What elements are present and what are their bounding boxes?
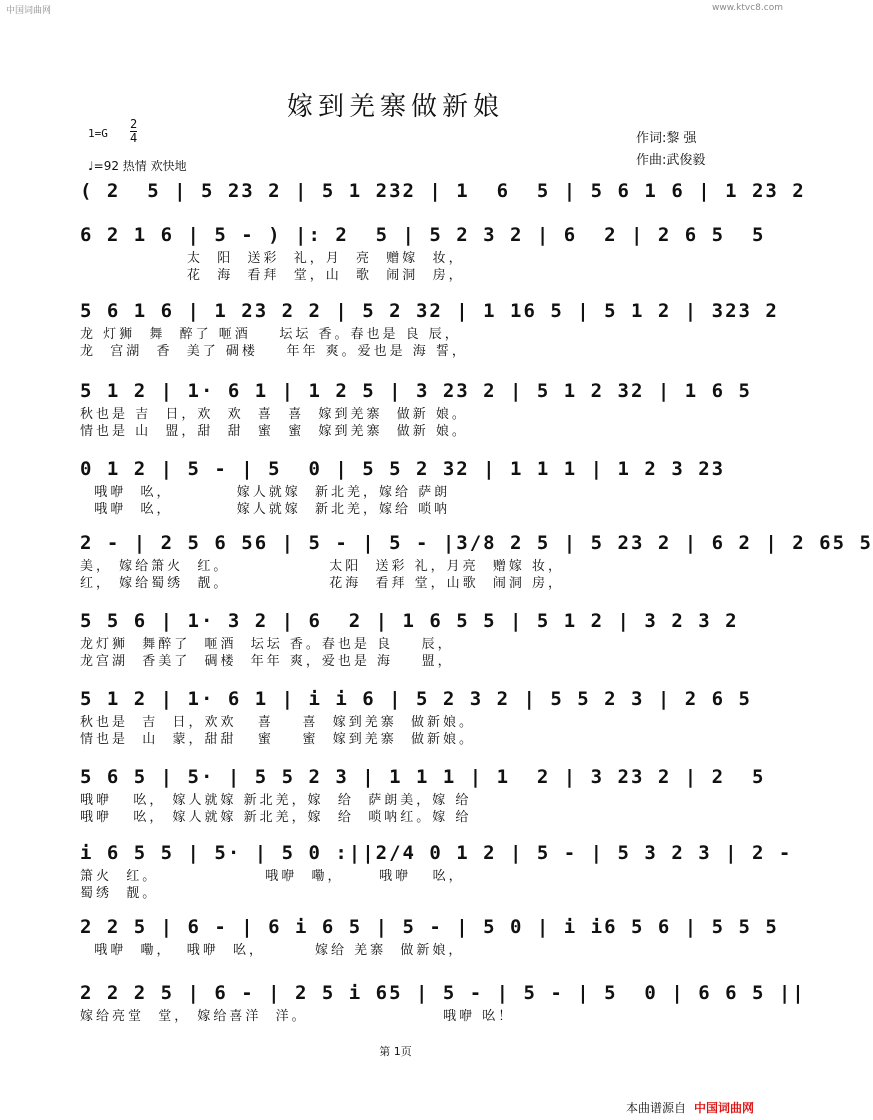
score-row-9-notes: 5 6 5 | 5· | 5 5 2 3 | 1 1 1 | 1 2 | 3 23 2 | 2 5 (80, 766, 766, 788)
watermark-left: 中国词曲网 (6, 6, 52, 16)
score-row-6-lyric-1: 美， 嫁给箫火 红。 太阳 送彩 礼，月亮 赠嫁 妆， (80, 559, 565, 574)
score-row-4-lyric-1: 秋也是 吉 日，欢 欢 喜 喜 嫁到羌寨 做新 娘。 (80, 407, 468, 422)
score-row-3-lyric-1: 龙 灯狮 舞 醉了 咂酒 坛坛 香。春也是 良 辰， (80, 327, 461, 342)
score-row-7-lyric-2: 龙宫湖 香美了 碉楼 年年 爽，爱也是 海 盟， (80, 654, 454, 669)
time-signature-bottom: 4 (130, 131, 138, 145)
time-signature-top: 2 (130, 117, 138, 131)
score-row-11-notes: 2 2 5 | 6 - | 6 i 6 5 | 5 - | 5 0 | i i6 5 6 | 5 5 5 (80, 916, 779, 938)
key-signature: 1=G (88, 127, 108, 140)
score-row-9-lyric-2: 哦咿 吆， 嫁人就嫁 新北羌，嫁 给 唢呐红。嫁 给 (80, 810, 472, 825)
score-row-10-lyric-2: 蜀绣 靓。 (80, 886, 159, 901)
score-row-3-lyric-2: 龙 宫湖 香 美了 碉楼 年年 爽。爱也是 海 誓， (80, 344, 468, 359)
score-row-2-lyric-2: 花 海 看拜 堂，山 歌 闹洞 房， (80, 268, 465, 283)
score-row-9-lyric-1: 哦咿 吆， 嫁人就嫁 新北羌，嫁 给 萨朗美，嫁 给 (80, 793, 472, 808)
composer-credit: 作曲:武俊毅 (636, 153, 706, 168)
score-row-2-lyric-1: 太 阳 送彩 礼，月 亮 赠嫁 妆， (80, 251, 465, 266)
tempo-marking: ♩=92 热情 欢快地 (88, 159, 187, 173)
score-row-8-lyric-2: 情也是 山 蒙，甜甜 蜜 蜜 嫁到羌寨 做新娘。 (80, 732, 475, 747)
score-row-10-lyric-1: 箫火 红。 哦咿 嘞， 哦咿 吆， (80, 869, 465, 884)
watermark-right: www.ktvc8.com (712, 3, 783, 13)
score-row-1-notes: ( 2 5 | 5 23 2 | 5 1 232 | 1 6 5 | 5 6 1 6 | 1 23 2 (80, 180, 806, 202)
score-row-5-lyric-2: 哦咿 吆， 嫁人就嫁 新北羌，嫁给 唢呐 (80, 502, 451, 517)
song-title: 嫁到羌寨做新娘 (286, 92, 504, 122)
score-row-12-lyric-1: 嫁给亮堂 堂， 嫁给喜洋 洋。 哦咿 吆！ (80, 1009, 515, 1024)
source-label: 本曲谱源自 (626, 1101, 687, 1115)
score-row-8-lyric-1: 秋也是 吉 日，欢欢 喜 喜 嫁到羌寨 做新娘。 (80, 715, 475, 730)
score-row-8-notes: 5 1 2 | 1· 6 1 | i i 6 | 5 2 3 2 | 5 5 2 3 | 2 6 5 (80, 688, 752, 710)
score-row-4-lyric-2: 情也是 山 盟，甜 甜 蜜 蜜 嫁到羌寨 做新 娘。 (80, 424, 468, 439)
score-row-6-lyric-2: 红， 嫁给蜀绣 靓。 花海 看拜 堂，山歌 闹洞 房， (80, 576, 565, 591)
lyricist-credit: 作词:黎 强 (636, 131, 697, 146)
source-brand: 中国词曲网 (694, 1101, 755, 1115)
score-row-10-notes: i 6 5 5 | 5· | 5 0 :||2/4 0 1 2 | 5 - | 5 3 2 3 | 2 - (80, 842, 793, 864)
score-row-3-notes: 5 6 1 6 | 1 23 2 2 | 5 2 32 | 1 16 5 | 5 1 2 | 323 2 (80, 300, 779, 322)
score-row-5-lyric-1: 哦咿 吆， 嫁人就嫁 新北羌，嫁给 萨朗 (80, 485, 451, 500)
score-row-5-notes: 0 1 2 | 5 - | 5 0 | 5 5 2 32 | 1 1 1 | 1 2 3 23 (80, 458, 726, 480)
score-row-7-notes: 5 5 6 | 1· 3 2 | 6 2 | 1 6 5 5 | 5 1 2 | 3 2 3 2 (80, 610, 739, 632)
source-credit (626, 1099, 754, 1116)
score-row-2-notes: 6 2 1 6 | 5 - ) |: 2 5 | 5 2 3 2 | 6 2 | 2 6 5 5 (80, 224, 766, 246)
page-number: 第 1页 (379, 1045, 412, 1058)
score-row-11-lyric-1: 哦咿 嘞， 哦咿 吆， 嫁给 羌寨 做新娘， (80, 943, 465, 958)
score-row-4-notes: 5 1 2 | 1· 6 1 | 1 2 5 | 3 23 2 | 5 1 2 32 | 1 6 5 (80, 380, 752, 402)
score-row-6-notes: 2 - | 2 5 6 56 | 5 - | 5 - |3/8 2 5 | 5 23 2 | 6 2 | 2 65 5 (80, 532, 873, 554)
time-signature (130, 118, 137, 145)
score-row-12-notes: 2 2 2 5 | 6 - | 2 5 i 65 | 5 - | 5 - | 5 0 | 6 6 5 || (80, 982, 806, 1004)
score-row-7-lyric-1: 龙灯狮 舞醉了 咂酒 坛坛 香。春也是 良 辰， (80, 637, 454, 652)
